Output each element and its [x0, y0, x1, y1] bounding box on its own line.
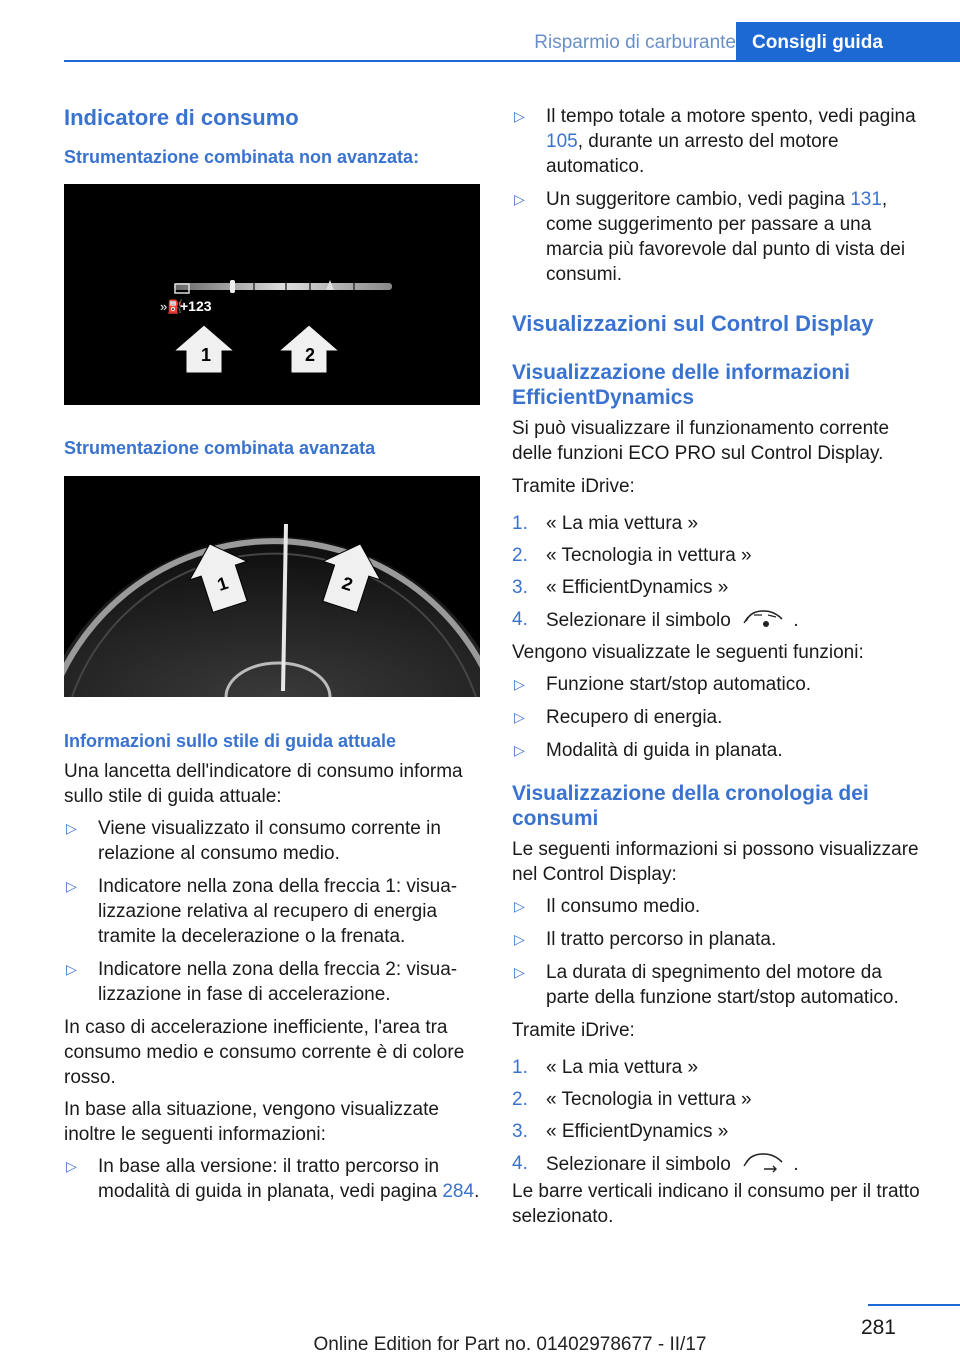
- bullet-list-functions: [512, 672, 924, 763]
- arrow-1-label: 1: [200, 345, 212, 365]
- paragraph-situation: In base alla situazione, vengono visualizzate inoltre le seguenti informazioni:: [64, 1099, 439, 1145]
- list-item: 3. « EfficientDynamics »: [512, 577, 729, 598]
- car-eco-symbol-icon: [742, 607, 788, 629]
- header-chapter-tab: Consigli guida: [736, 22, 960, 62]
- list-item: 4. Selezionare il simbolo .: [512, 609, 799, 631]
- triangle-bullet-icon: ▷: [514, 191, 525, 207]
- heading-consumption-history: Visualizzazione della cronologia dei consumi: [512, 782, 869, 830]
- triangle-bullet-icon: ▷: [514, 931, 525, 947]
- triangle-bullet-icon: ▷: [514, 108, 525, 124]
- steps-list-2: [512, 1055, 924, 1177]
- subheading-driving-style: Informazioni sullo stile di guida attuale: [64, 731, 397, 751]
- list-item: ▷ Viene visualizzato il consumo corrente in relazione al consumo medio.: [66, 818, 441, 864]
- paragraph-inefficient: In caso di accelerazione inefficiente, l'area tra consumo medio e consumo corrente è di colore rosso.: [64, 1017, 465, 1088]
- arrow-2-label: 2: [339, 572, 356, 595]
- triangle-bullet-icon: ▷: [514, 676, 525, 692]
- basic-cluster-illustration: [64, 184, 480, 405]
- figure-advanced-cluster: [64, 476, 480, 697]
- paragraph-idrive-1: Tramite iDrive:: [512, 476, 635, 497]
- steps-list-1: [512, 511, 924, 633]
- page-header: [64, 22, 960, 62]
- list-item: 1. « La mia vettura »: [512, 1057, 699, 1078]
- bullet-list-driving-style: [64, 816, 481, 1007]
- list-item: ▷ Modalità di guida in planata.: [514, 740, 783, 761]
- triangle-bullet-icon: ▷: [514, 742, 525, 758]
- consumption-bar: [174, 283, 392, 290]
- subheading-basic-cluster: Strumentazione combinata non avanzata:: [64, 147, 420, 167]
- paragraph-functions: Vengono visualizzate le seguenti funzioni:: [512, 642, 864, 663]
- list-item: 1. « La mia vettura »: [512, 513, 699, 534]
- list-item: ▷ In base alla versione: il tratto percorso in modalità di guida in planata, vedi pagina 284.: [66, 1156, 480, 1202]
- paragraph-driving-style: Una lancetta dell'indicatore di consumo informa sullo stile di guida attuale:: [64, 761, 463, 807]
- paragraph-vertical-bars: Le barre verticali indicano il consumo per il tratto selezionato.: [512, 1181, 920, 1227]
- list-item: ▷ Indicatore nella zona della freccia 1: visualizzazione relativa al recupero di energia tramite la decelerazione o la frenata.: [66, 876, 458, 947]
- gear-hint-glyph: »⛽: [160, 299, 184, 314]
- list-item: ▷ Il consumo medio.: [514, 896, 701, 917]
- page-link-105[interactable]: 105: [546, 131, 578, 152]
- car-history-symbol-icon: [742, 1151, 788, 1173]
- footer-rule: [868, 1304, 960, 1306]
- triangle-bullet-icon: ▷: [514, 709, 525, 725]
- list-item: ▷ Un suggeritore cambio, vedi pagina 131, come suggerimento per passare a una marcia più favorevole dal punto di vista dei consumi.: [514, 189, 906, 285]
- bullet-list-continued: [512, 104, 924, 287]
- bullet-list-history: [512, 894, 924, 1010]
- paragraph-efficientdynamics: Si può visualizzare il funzionamento corrente delle funzioni ECO PRO sul Control Display.: [512, 418, 890, 464]
- header-rule: [64, 60, 960, 62]
- arrow-2-label: 2: [304, 345, 316, 365]
- heading-control-display: Visualizzazioni sul Control Display: [512, 311, 874, 336]
- list-item: 3. « EfficientDynamics »: [512, 1121, 729, 1142]
- figure-basic-cluster: [64, 184, 480, 405]
- triangle-bullet-icon: ▷: [66, 961, 77, 977]
- edition-line: Online Edition for Part no. 01402978677 - II/17: [313, 1334, 707, 1355]
- heading-efficientdynamics: Visualizzazione delle informazioni EfficientDynamics: [512, 361, 851, 409]
- list-item: 2. « Tecnologia in vettura »: [512, 545, 752, 566]
- paragraph-consumption-history: Le seguenti informazioni si possono visualizzare nel Control Display:: [512, 839, 919, 885]
- section-title: Indicatore di consumo: [64, 105, 299, 130]
- advanced-cluster-illustration: [64, 476, 480, 697]
- page-link-284[interactable]: 284: [442, 1181, 475, 1202]
- triangle-bullet-icon: ▷: [66, 820, 77, 836]
- list-item: ▷ Il tratto percorso in planata.: [514, 929, 777, 950]
- list-item: 4. Selezionare il simbolo .: [512, 1153, 799, 1175]
- right-column: [512, 100, 924, 1229]
- arrow-1-label: 1: [214, 572, 231, 595]
- list-item: ▷ La durata di spegnimento del motore da parte della funzione start/stop automatico.: [514, 962, 899, 1008]
- triangle-bullet-icon: ▷: [66, 1158, 77, 1174]
- page-link-131[interactable]: 131: [850, 189, 882, 210]
- consumption-needle: [230, 280, 235, 293]
- paragraph-idrive-2: Tramite iDrive:: [512, 1020, 635, 1041]
- triangle-bullet-icon: ▷: [66, 878, 77, 894]
- bullet-list-situation: [64, 1154, 481, 1204]
- left-column: [64, 100, 481, 1212]
- list-item: ▷ Il tempo totale a motore spento, vedi pagina 105, durante un arresto del motore automatico.: [514, 106, 916, 177]
- list-item: ▷ Indicatore nella zona della freccia 2: visualizzazione in fase di accelerazione.: [66, 959, 458, 1005]
- list-item: ▷ Recupero di energia.: [514, 707, 723, 728]
- triangle-bullet-icon: ▷: [514, 898, 525, 914]
- list-item: ▷ Funzione start/stop automatico.: [514, 674, 812, 695]
- header-section-title: Risparmio di carburante: [534, 32, 736, 53]
- consumption-readout: +123: [180, 298, 212, 314]
- page-number: 281: [860, 1316, 896, 1339]
- list-item: 2. « Tecnologia in vettura »: [512, 1089, 752, 1110]
- triangle-bullet-icon: ▷: [514, 964, 525, 980]
- subheading-advanced-cluster: Strumentazione combinata avanzata: [64, 438, 376, 458]
